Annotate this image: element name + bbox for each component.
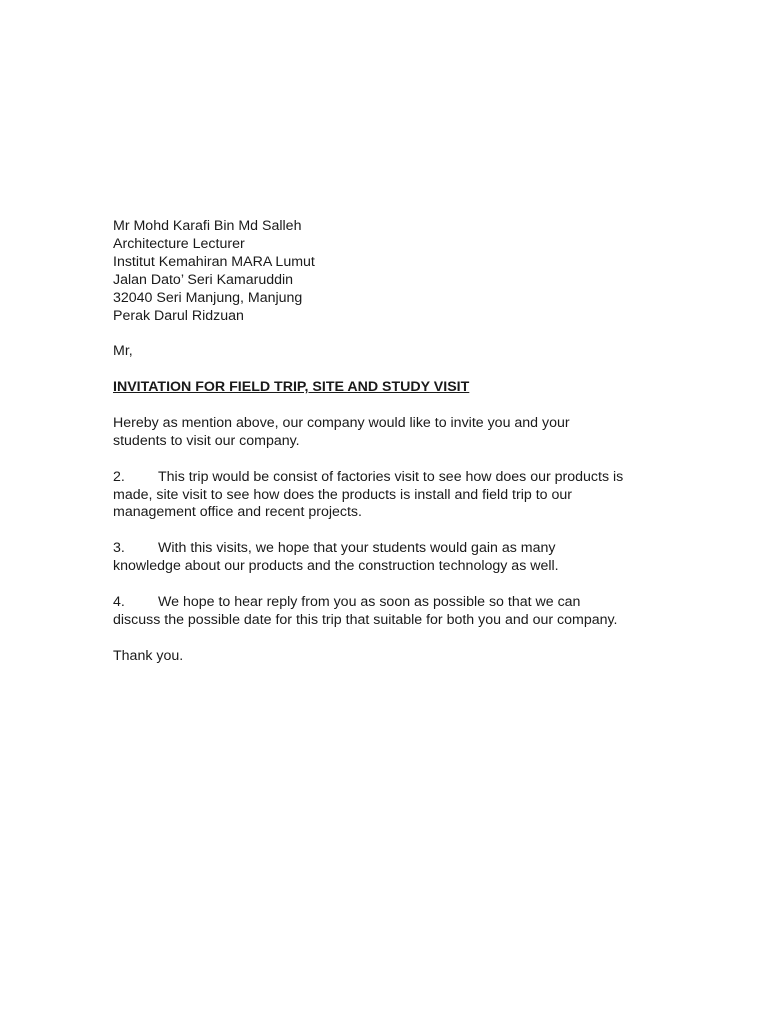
paragraph-line: knowledge about our products and the construction technology as well.: [113, 558, 559, 575]
subject-heading: INVITATION FOR FIELD TRIP, SITE AND STUDY VISIT: [113, 379, 470, 396]
recipient-state: Perak Darul Ridzuan: [113, 307, 244, 324]
recipient-address: [113, 218, 673, 325]
paragraph-number: 3.: [113, 540, 125, 557]
paragraph-line: made, site visit to see how does the products is install and field trip to our: [113, 486, 572, 503]
recipient-name: Mr Mohd Karafi Bin Md Salleh: [113, 218, 302, 234]
recipient-street: Jalan Dato’ Seri Kamaruddin: [113, 271, 294, 288]
paragraph-line: Hereby as mention above, our company would like to invite you and your: [113, 414, 570, 431]
recipient-postcode-city: 32040 Seri Manjung, Manjung: [113, 289, 303, 306]
recipient-institution: Institut Kemahiran MARA Lumut: [113, 253, 315, 270]
paragraph-line: students to visit our company.: [113, 432, 300, 449]
paragraph-4: [113, 594, 673, 630]
paragraph-line: With this visits, we hope that your students would gain as many: [158, 540, 556, 557]
paragraph-line: discuss the possible date for this trip that suitable for both you and our company.: [113, 611, 618, 628]
paragraph-1: [113, 415, 673, 451]
paragraph-line: This trip would be consist of factories visit to see how does our products is: [158, 468, 624, 485]
paragraph-2: [113, 469, 673, 523]
recipient-title: Architecture Lecturer: [113, 235, 245, 252]
salutation: Mr,: [113, 343, 133, 360]
paragraph-number: 2.: [113, 468, 125, 485]
paragraph-3: [113, 540, 673, 576]
letter-body: [113, 218, 673, 666]
paragraph-line: management office and recent projects.: [113, 504, 362, 521]
closing-line: Thank you.: [113, 647, 184, 664]
paragraph-line: We hope to hear reply from you as soon as possible so that we can: [158, 593, 581, 610]
paragraph-number: 4.: [113, 593, 125, 610]
